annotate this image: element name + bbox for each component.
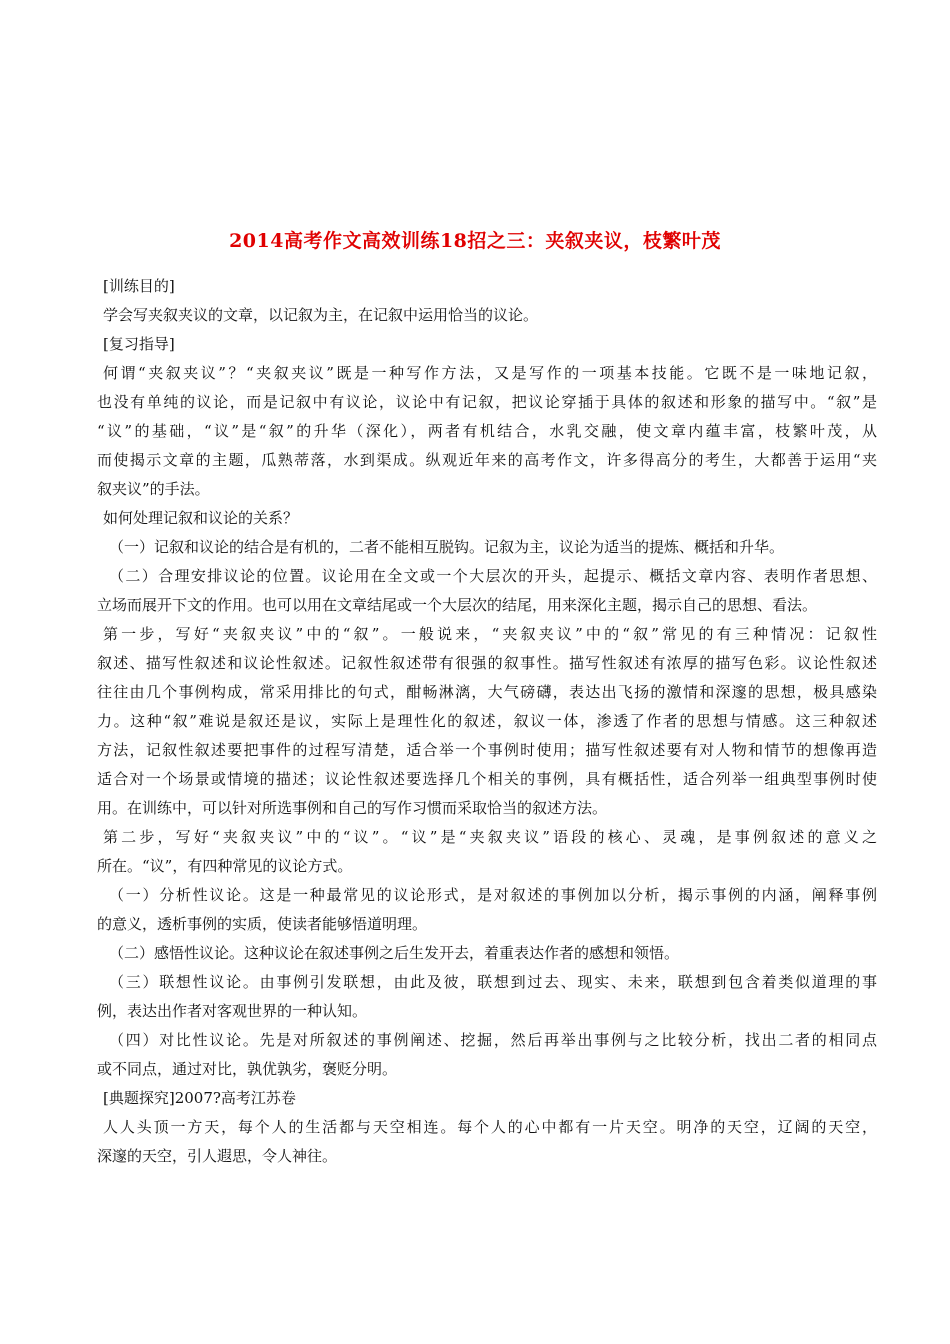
text-line: 例，表达出作者对客观世界的一种认知。 bbox=[97, 1002, 368, 1020]
text-line: 或不同点，通过对比，孰优孰劣，褒贬分明。 bbox=[97, 1060, 398, 1078]
text-line: 力。这种“叙”难说是叙还是议，实际上是理性化的叙述，叙议一体，渗透了作者的思想与情感。这三种叙述 bbox=[97, 712, 877, 730]
text-line: （一）记叙和议论的结合是有机的，二者不能相互脱钩。记叙为主，议论为适当的提炼、概括和升华。 bbox=[109, 538, 785, 556]
text-line: （二）感悟性议论。这种议论在叙述事例之后生发开去，着重表达作者的感想和领悟。 bbox=[109, 944, 680, 962]
text-line: 人人头顶一方天，每个人的生活都与天空相连。每个人的心中都有一片天空。明净的天空，辽阔的天空， bbox=[103, 1118, 877, 1136]
text-line: （四）对比性议论。先是对所叙述的事例阐述、挖掘，然后再举出事例与之比较分析，找出二者的相同点 bbox=[109, 1031, 877, 1049]
text-line: “议”的基础，“议”是“叙”的升华（深化），两者有机结合，水乳交融，使文章内蕴丰富，枝繁叶茂，从 bbox=[97, 422, 877, 440]
text-line: （二）合理安排议论的位置。议论用在全文或一个大层次的开头，起提示、概括文章内容、表明作者思想、 bbox=[109, 567, 877, 585]
text-line: （三）联想性议论。由事例引发联想，由此及彼，联想到过去、现实、未来，联想到包含着类似道理的事 bbox=[109, 973, 877, 991]
text-line: 第二步，写好“夹叙夹议”中的“议”。“议”是“夹叙夹议”语段的核心、灵魂，是事例叙述的意义之 bbox=[103, 828, 877, 846]
text-line: 如何处理记叙和议论的关系？ bbox=[103, 509, 299, 527]
document-title: 2014高考作文高效训练18招之三：夹叙夹议，枝繁叶茂 bbox=[229, 230, 721, 252]
text-line: 何谓“夹叙夹议”？“夹叙夹议”既是一种写作方法，又是写作的一项基本技能。它既不是一味地记叙， bbox=[103, 364, 877, 382]
text-line: 深邃的天空，引人遐思，令人神往。 bbox=[97, 1147, 338, 1165]
text-line: 叙述、描写性叙述和议论性叙述。记叙性叙述带有很强的叙事性。描写性叙述有浓厚的描写色彩。议论性叙述 bbox=[97, 654, 877, 672]
text-line: 适合对一个场景或情境的描述；议论性叙述要选择几个相关的事例，具有概括性，适合列举一组典型事例时使 bbox=[97, 770, 877, 788]
text-line: 方法，记叙性叙述要把事件的过程写清楚，适合举一个事例时使用；描写性叙述要有对人物和情节的想像再造 bbox=[97, 741, 877, 759]
text-line: 也没有单纯的议论，而是记叙中有议论，议论中有记叙，把议论穿插于具体的叙述和形象的描写中。“叙”是 bbox=[97, 393, 877, 411]
text-line: 的意义，透析事例的实质，使读者能够悟道明理。 bbox=[97, 915, 428, 933]
text-line: 学会写夹叙夹议的文章，以记叙为主，在记叙中运用恰当的议论。 bbox=[103, 306, 539, 324]
text-line: [训练目的] bbox=[103, 277, 175, 295]
text-line: （一）分析性议论。这是一种最常见的议论形式，是对叙述的事例加以分析，揭示事例的内涵，阐释事例 bbox=[109, 886, 877, 904]
text-line: 所在。“议”，有四种常见的议论方式。 bbox=[97, 857, 353, 875]
text-line: 用。在训练中，可以针对所选事例和自己的写作习惯而采取恰当的叙述方法。 bbox=[97, 799, 608, 817]
text-line: 立场而展开下文的作用。也可以用在文章结尾或一个大层次的结尾，用来深化主题，揭示自己的思想、看法。 bbox=[97, 596, 818, 614]
text-line: 第一步，写好“夹叙夹议”中的“叙”。一般说来，“夹叙夹议”中的“叙”常见的有三种情况：记叙性 bbox=[103, 625, 877, 643]
text-line: 往往由几个事例构成，常采用排比的句式，酣畅淋漓，大气磅礴，表达出飞扬的激情和深邃的思想，极具感染 bbox=[97, 683, 877, 701]
document-body bbox=[97, 272, 877, 1171]
text-line: [复习指导] bbox=[103, 335, 175, 353]
text-line: [典题探究]2007?高考江苏卷 bbox=[103, 1089, 296, 1107]
text-line: 叙夹议”的手法。 bbox=[97, 480, 210, 498]
text-line: 而使揭示文章的主题，瓜熟蒂落，水到渠成。纵观近年来的高考作文，许多得高分的考生，大都善于运用“夹 bbox=[97, 451, 877, 469]
